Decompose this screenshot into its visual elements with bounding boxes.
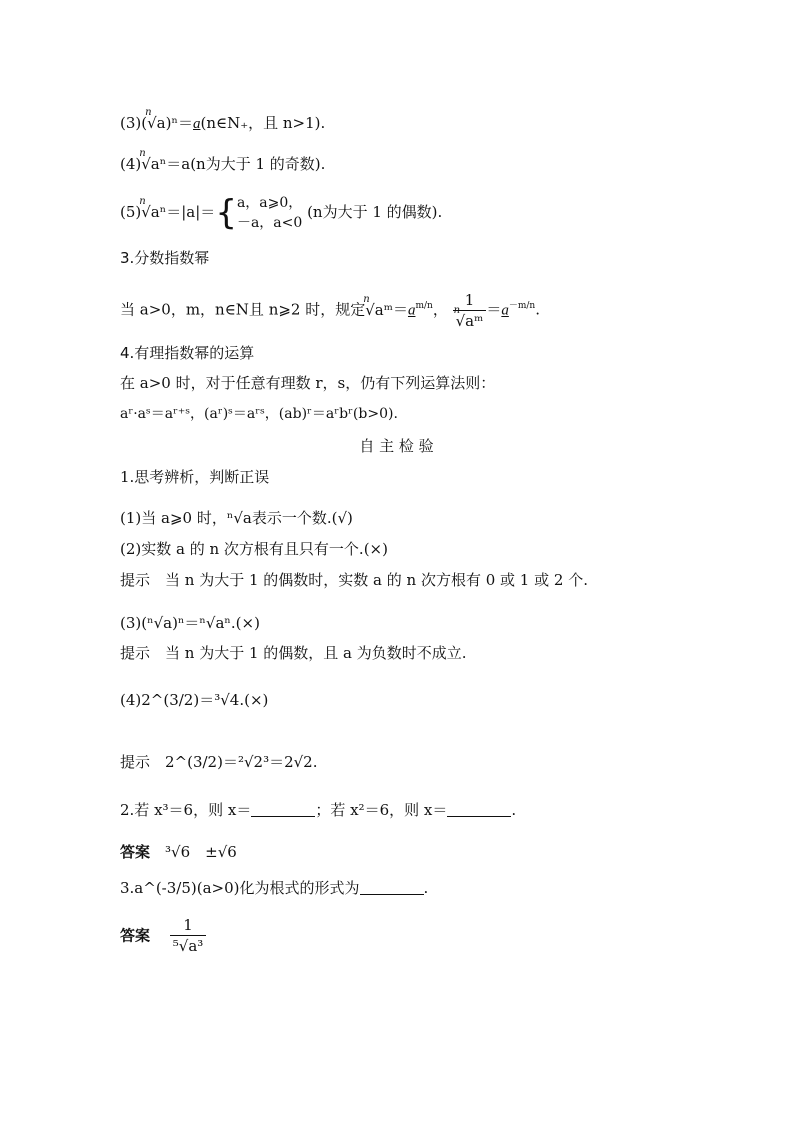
- q1-hint-2: 提示 当 n 为大于 1 的偶数时，实数 a 的 n 次方根有 0 或 1 或 2 个.: [120, 571, 588, 589]
- q1-statement-2: (2)实数 a 的 n 次方根有且只有一个.(×): [120, 540, 388, 558]
- q1-hint-3: 提示 当 n 为大于 1 的偶数，且 a 为负数时不成立.: [120, 644, 467, 662]
- brace-icon: {: [215, 193, 237, 233]
- section-4-rules: aʳ·aˢ＝aʳ⁺ˢ，(aʳ)ˢ＝aʳˢ，(ab)ʳ＝aʳbʳ(b>0).: [120, 406, 398, 422]
- q1-title: 1.思考辨析，判断正误: [120, 468, 270, 486]
- q3-question: 3.a^(-3/5)(a>0)化为根式的形式为 .: [120, 879, 429, 897]
- section-3-title: 3.分数指数幂: [120, 249, 210, 267]
- case-2: －a，a<0: [236, 215, 303, 231]
- section-4-intro: 在 a>0 时，对于任意有理数 r，s，仍有下列运算法则：: [120, 374, 496, 392]
- q2-blank-2[interactable]: [447, 802, 511, 817]
- property-5: (5) n √aⁿ＝|a|＝{ a，a⩾0， －a，a<0 (n为大于 1 的偶数).: [120, 193, 443, 233]
- property-3: (3)( n √a)ⁿ＝a(n∈N₊，且 n>1).: [120, 107, 326, 132]
- q1-statement-1: (1)当 a⩾0 时，ⁿ√a表示一个数.(√): [120, 509, 353, 527]
- case-1: a，a⩾0，: [236, 195, 303, 211]
- q1-hint-4: 提示 2^(3/2)＝²√2³＝2√2.: [120, 753, 318, 771]
- q2-blank-1[interactable]: [251, 802, 315, 817]
- answer-label: 答案: [120, 926, 151, 945]
- section-3-rule: 当 a>0，m，n∈N且 n⩾2 时，规定 n $√aᵐ=a^{m/n}$， 1 n √aᵐ $=a^{-m/n}$.: [120, 291, 540, 330]
- q1-statement-3: (3)(ⁿ√a)ⁿ＝ⁿ√aⁿ.(×): [120, 614, 260, 632]
- q3-answer: 答案 $\frac{1}{\text{⁵√a³}}$: [120, 915, 206, 956]
- q2-question: 2.若 x³＝6，则 x＝ ；若 x²＝6，则 x＝ .: [120, 801, 517, 819]
- q3-blank[interactable]: [360, 880, 424, 895]
- property-4: (4) n √aⁿ＝a(n为大于 1 的奇数).: [120, 148, 326, 173]
- answer-label: 答案: [120, 843, 151, 861]
- q1-statement-4: (4)2^(3/2)＝³√4.(×): [120, 691, 269, 709]
- section-4-title: 4.有理指数幂的运算: [120, 344, 255, 362]
- q2-answer: 答案 ³√6 ±√6: [120, 843, 237, 861]
- self-check-heading: 自 主 检 验: [359, 437, 434, 455]
